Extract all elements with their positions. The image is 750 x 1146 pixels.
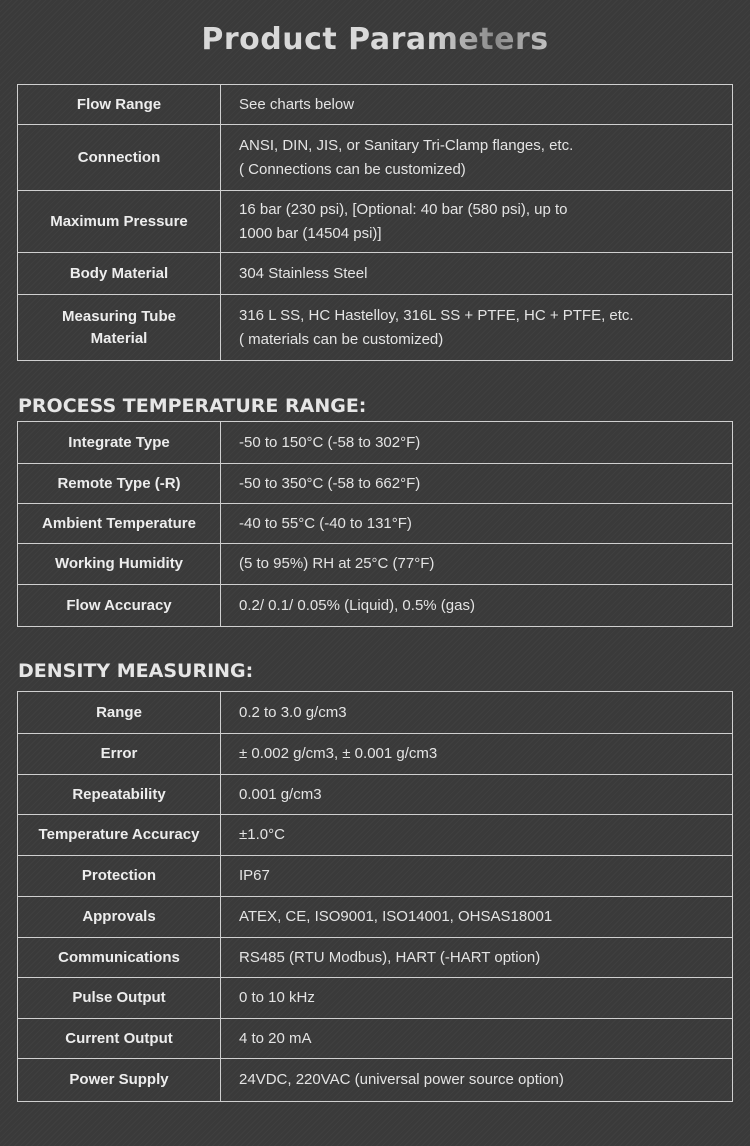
row-value: 0.2 to 3.0 g/cm3 (221, 692, 733, 734)
row-label: Approvals (18, 897, 221, 938)
row-value (221, 125, 733, 191)
row-label: Error (18, 734, 221, 775)
process-temperature-heading: PROCESS TEMPERATURE RANGE: (18, 395, 367, 417)
row-value: See charts below (221, 85, 733, 125)
table-row (18, 585, 733, 627)
row-label: Integrate Type (18, 422, 221, 464)
table-row (18, 295, 733, 361)
row-value: RS485 (RTU Modbus), HART (-HART option) (221, 938, 733, 978)
value-line: 316 L SS, HC Hastelloy, 316L SS + PTFE, HC + PTFE, etc. (239, 306, 634, 324)
row-label: Ambient Temperature (18, 504, 221, 544)
row-value: (5 to 95%) RH at 25°C (77°F) (221, 544, 733, 585)
row-label: Connection (18, 125, 221, 191)
table-row (18, 464, 733, 504)
table-row (18, 504, 733, 544)
value-line: ( materials can be customized) (239, 330, 444, 348)
row-value: 24VDC, 220VAC (universal power source option) (221, 1059, 733, 1102)
table-row (18, 775, 733, 815)
row-label: Remote Type (-R) (18, 464, 221, 504)
row-label: Temperature Accuracy (18, 815, 221, 856)
row-label: Range (18, 692, 221, 734)
row-value: ATEX, CE, ISO9001, ISO14001, OHSAS18001 (221, 897, 733, 938)
page-title: Product Parameters (0, 22, 750, 57)
row-value: 304 Stainless Steel (221, 253, 733, 295)
value-line: ANSI, DIN, JIS, or Sanitary Tri-Clamp flanges, etc. (239, 136, 574, 154)
row-label: Current Output (18, 1019, 221, 1059)
density-measuring-heading: DENSITY MEASURING: (18, 660, 254, 682)
table-row (18, 544, 733, 585)
label-line: Material (90, 329, 148, 347)
row-value (221, 295, 733, 361)
table-row (18, 856, 733, 897)
table-row (18, 815, 733, 856)
table-row (18, 253, 733, 295)
value-line: 1000 bar (14504 psi)] (239, 224, 382, 242)
table-row (18, 1059, 733, 1102)
row-value: 0.001 g/cm3 (221, 775, 733, 815)
row-label: Communications (18, 938, 221, 978)
row-value: ± 0.002 g/cm3, ± 0.001 g/cm3 (221, 734, 733, 775)
table-row (18, 897, 733, 938)
value-line: 16 bar (230 psi), [Optional: 40 bar (580 psi), up to (239, 200, 568, 218)
table-row (18, 1019, 733, 1059)
process-temperature-table (17, 421, 733, 627)
table-row (18, 734, 733, 775)
value-line: ( Connections can be customized) (239, 160, 466, 178)
table-row (18, 125, 733, 191)
row-label: Power Supply (18, 1059, 221, 1102)
row-label: Repeatability (18, 775, 221, 815)
table-row (18, 422, 733, 464)
row-value: -50 to 350°C (-58 to 662°F) (221, 464, 733, 504)
label-line: Measuring Tube (62, 307, 176, 325)
row-value: ±1.0°C (221, 815, 733, 856)
row-value: IP67 (221, 856, 733, 897)
row-value: 4 to 20 mA (221, 1019, 733, 1059)
row-label (18, 295, 221, 361)
row-value: -50 to 150°C (-58 to 302°F) (221, 422, 733, 464)
row-label: Protection (18, 856, 221, 897)
table-row (18, 938, 733, 978)
table-row (18, 692, 733, 734)
row-value: -40 to 55°C (-40 to 131°F) (221, 504, 733, 544)
row-label: Pulse Output (18, 978, 221, 1019)
table-row (18, 191, 733, 253)
general-parameters-table (17, 84, 733, 361)
row-value: 0.2/ 0.1/ 0.05% (Liquid), 0.5% (gas) (221, 585, 733, 627)
row-value: 0 to 10 kHz (221, 978, 733, 1019)
density-measuring-table (17, 691, 733, 1102)
row-label: Flow Range (18, 85, 221, 125)
row-value (221, 191, 733, 253)
row-label: Body Material (18, 253, 221, 295)
table-row (18, 85, 733, 125)
row-label: Maximum Pressure (18, 191, 221, 253)
table-row (18, 978, 733, 1019)
row-label: Working Humidity (18, 544, 221, 585)
row-label: Flow Accuracy (18, 585, 221, 627)
